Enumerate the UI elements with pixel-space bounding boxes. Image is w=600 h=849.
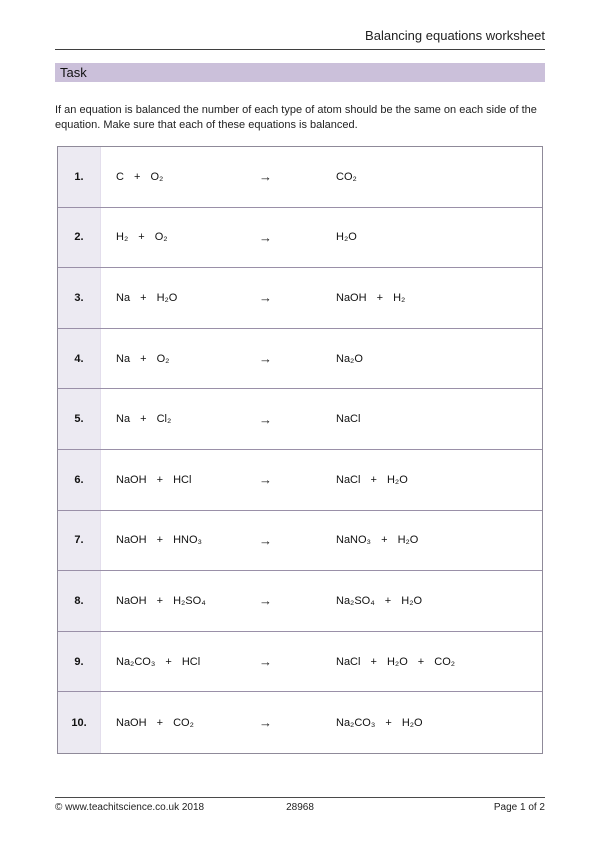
equation-cell: [101, 329, 542, 389]
row-number: 3.: [58, 268, 101, 328]
equation-products: Na₂O: [336, 352, 363, 365]
equation-reactants: NaOH + HNO₃: [116, 534, 203, 547]
equation-products: NaCl + H₂O + CO₂: [336, 655, 456, 668]
table-row: [58, 511, 542, 572]
equation-products: H₂O: [336, 231, 357, 244]
footer-document-number: 28968: [286, 802, 314, 813]
equation-reactants: NaOH + HCl: [116, 473, 192, 486]
equation-products: Na₂SO₄ + H₂O: [336, 594, 423, 607]
table-row: [58, 692, 542, 753]
row-number: 8.: [58, 571, 101, 631]
row-number: 2.: [58, 208, 101, 268]
reaction-arrow-icon: →: [259, 290, 272, 306]
table-row: [58, 632, 542, 693]
row-number: 10.: [58, 692, 101, 753]
equation-cell: [101, 208, 542, 268]
equation-cell: [101, 389, 542, 449]
table-row: [58, 450, 542, 511]
row-number: 7.: [58, 511, 101, 571]
equation-reactants: NaOH + H₂SO₄: [116, 594, 206, 607]
equation-products: NaCl + H₂O: [336, 473, 408, 486]
footer-page-number: Page 1 of 2: [493, 802, 545, 813]
reaction-arrow-icon: →: [259, 593, 272, 609]
instructions-text: If an equation is balanced the number of each type of atom should be the same on each side of the equation. Make sure that each of these equations is balanced.: [55, 104, 537, 131]
equation-cell: [101, 268, 542, 328]
equation-cell: [101, 450, 542, 510]
reaction-arrow-icon: →: [259, 411, 272, 427]
table-row: [58, 208, 542, 269]
row-number: 4.: [58, 329, 101, 389]
equation-cell: [101, 632, 542, 692]
equation-reactants: Na + H₂O: [116, 291, 178, 304]
row-number: 5.: [58, 389, 101, 449]
page-title: Balancing equations worksheet: [55, 28, 545, 50]
equation-reactants: C + O₂: [116, 170, 164, 183]
equation-reactants: NaOH + CO₂: [116, 716, 194, 729]
equation-products: NaOH + H₂: [336, 291, 406, 304]
equation-products: CO₂: [336, 170, 357, 183]
reaction-arrow-icon: →: [259, 654, 272, 670]
equation-reactants: H₂ + O₂: [116, 231, 168, 244]
reaction-arrow-icon: →: [259, 351, 272, 367]
table-row: [58, 147, 542, 208]
equation-products: NaCl: [336, 413, 361, 426]
footer-copyright: © www.teachitscience.co.uk 2018: [55, 802, 205, 813]
reaction-arrow-icon: →: [259, 472, 272, 488]
row-number: 6.: [58, 450, 101, 510]
table-row: [58, 268, 542, 329]
reaction-arrow-icon: →: [259, 532, 272, 548]
equation-cell: [101, 571, 542, 631]
task-section-heading: Task: [55, 63, 545, 82]
equation-products: Na₂CO₃ + H₂O: [336, 716, 423, 729]
table-row: [58, 571, 542, 632]
row-number: 1.: [58, 147, 101, 207]
equations-table: [57, 146, 543, 754]
reaction-arrow-icon: →: [259, 715, 272, 731]
equation-cell: [101, 692, 542, 753]
equation-cell: [101, 511, 542, 571]
equation-cell: [101, 147, 542, 207]
equation-reactants: Na₂CO₃ + HCl: [116, 655, 201, 668]
equation-products: NaNO₃ + H₂O: [336, 534, 419, 547]
reaction-arrow-icon: →: [259, 169, 272, 185]
reaction-arrow-icon: →: [259, 229, 272, 245]
table-row: [58, 329, 542, 390]
equation-reactants: Na + O₂: [116, 352, 170, 365]
page-footer: [55, 797, 545, 813]
table-row: [58, 389, 542, 450]
row-number: 9.: [58, 632, 101, 692]
equation-reactants: Na + Cl₂: [116, 413, 172, 426]
